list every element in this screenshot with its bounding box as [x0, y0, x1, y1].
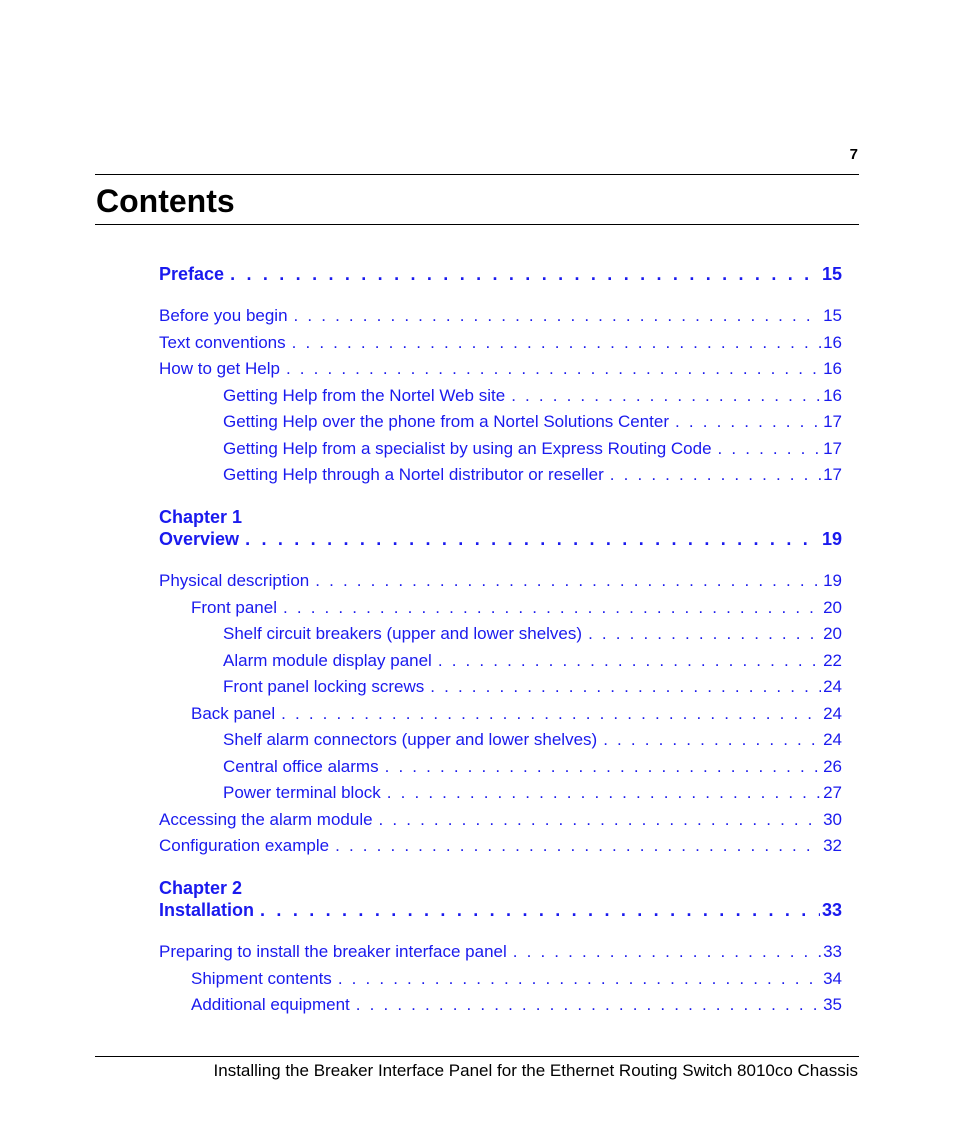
- toc-entry[interactable]: Configuration example . . . 32: [159, 835, 842, 857]
- toc-entry[interactable]: Alarm module display panel . . . 22: [223, 650, 842, 672]
- chapter-1-label[interactable]: Chapter 1: [159, 507, 243, 527]
- toc-entry[interactable]: Getting Help from a specialist by using an Express Routing Code . . . 17: [223, 438, 842, 460]
- toc-entry[interactable]: Back panel . . . 24: [191, 703, 842, 725]
- toc-entry[interactable]: Text conventions . . . 16: [159, 332, 842, 354]
- toc-entry[interactable]: Central office alarms . . . 26: [223, 756, 842, 778]
- toc-entry[interactable]: Shelf circuit breakers (upper and lower shelves) . . . 20: [223, 623, 842, 645]
- chapter-2-label[interactable]: Chapter 2: [159, 878, 243, 898]
- toc-entry[interactable]: Physical description . . . 19: [159, 570, 842, 592]
- top-rule: [95, 174, 859, 175]
- toc-entry[interactable]: Additional equipment . . . 35: [191, 994, 842, 1016]
- toc-entry[interactable]: Front panel locking screws . . . 24: [223, 676, 842, 698]
- page-title: Contents: [96, 183, 235, 219]
- toc-entry[interactable]: Preparing to install the breaker interface panel . . . 33: [159, 941, 842, 963]
- toc-entry[interactable]: Shelf alarm connectors (upper and lower shelves) . . . 24: [223, 729, 842, 751]
- page-number: 7: [849, 146, 858, 163]
- toc-entry[interactable]: Before you begin . . . 15: [159, 305, 842, 327]
- toc-heading-installation[interactable]: Installation . . . 33: [159, 899, 842, 921]
- toc-entry[interactable]: Getting Help over the phone from a Nortel Solutions Center . . . 17: [223, 411, 842, 433]
- toc-heading-overview[interactable]: Overview . . . 19: [159, 528, 842, 550]
- toc-entry[interactable]: How to get Help . . . 16: [159, 358, 842, 380]
- toc-entry[interactable]: Power terminal block . . . 27: [223, 782, 842, 804]
- footer-rule: [95, 1056, 859, 1057]
- toc-entry[interactable]: Shipment contents . . . 34: [191, 968, 842, 990]
- toc-entry[interactable]: Accessing the alarm module . . . 30: [159, 809, 842, 831]
- toc-entry[interactable]: Front panel . . . 20: [191, 597, 842, 619]
- toc-entry[interactable]: Getting Help from the Nortel Web site . . . 16: [223, 385, 842, 407]
- footer-document-title: Installing the Breaker Interface Panel for the Ethernet Routing Switch 8010co Chassis: [213, 1061, 858, 1080]
- title-rule: [95, 224, 859, 225]
- toc-entry[interactable]: Getting Help through a Nortel distributor or reseller . . . 17: [223, 464, 842, 486]
- toc-heading-preface[interactable]: Preface . . . 15: [159, 263, 842, 285]
